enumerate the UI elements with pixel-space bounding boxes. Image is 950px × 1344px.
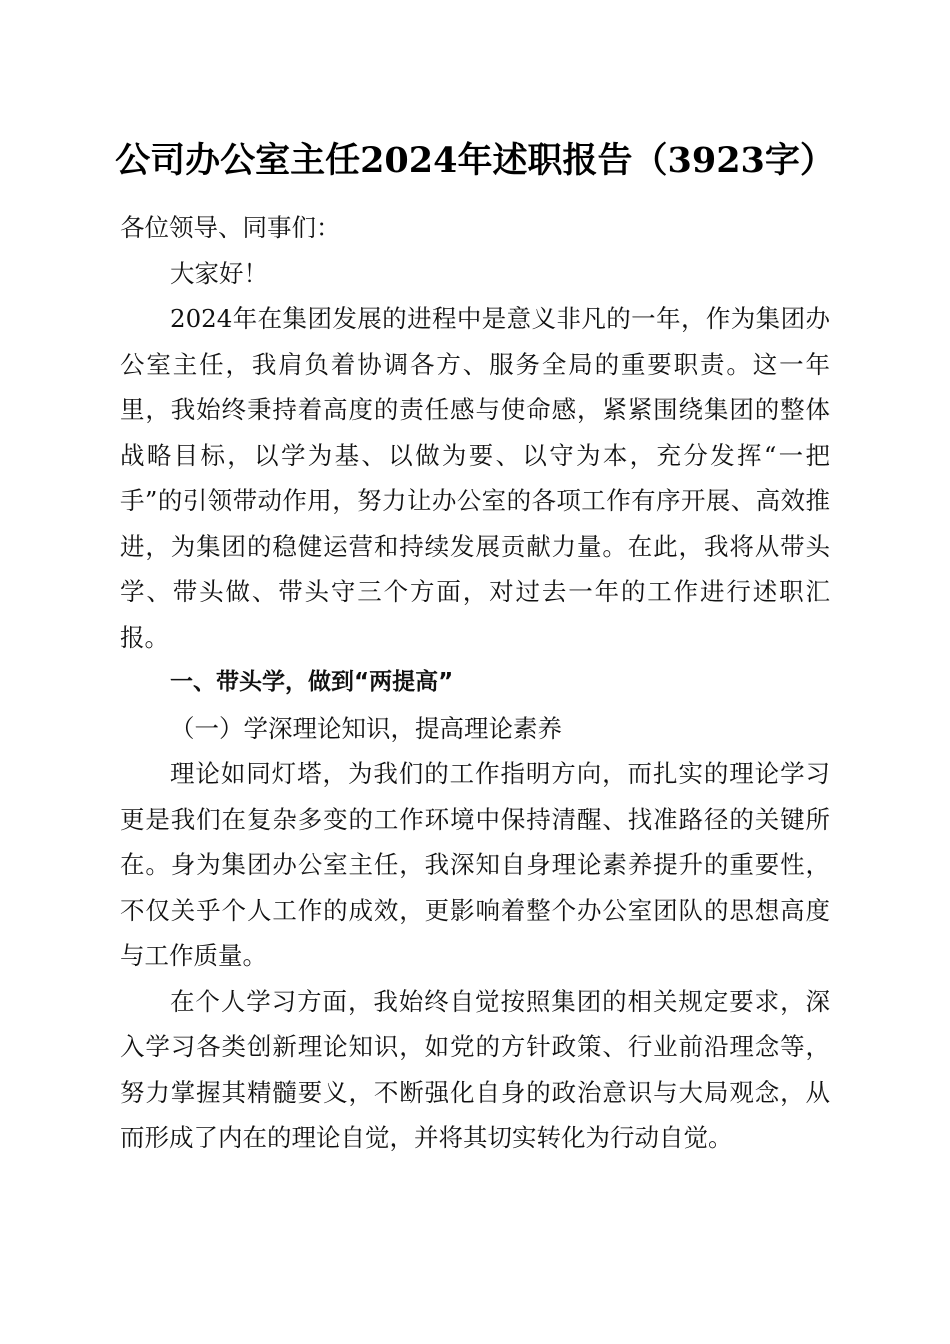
document-body [120,205,830,1161]
salutation: 各位领导、同事们： [120,213,341,242]
greeting: 大家好！ [170,258,268,288]
section-heading-1: 一、带头学，做到“两提高” [170,669,454,695]
paragraph-personal-study: 在个人学习方面，我始终自觉按照集团的相关规定要求，深入学习各类创新理论知识，如党的方针政策、行业前沿理念等，努力掌握其精髓要义，不断强化自身的政治意识与大局观念，从而形成了内在的理论自觉，并将其切实转化为行动自觉。 [120,986,830,1152]
paragraph-theory: 理论如同灯塔，为我们的工作指明方向，而扎实的理论学习更是我们在复杂多变的工作环境中保持清醒、找准路径的关键所在。身为集团办公室主任，我深知自身理论素养提升的重要性，不仅关乎个人工作的成效，更影响着整个办公室团队的思想高度与工作质量。 [120,759,830,970]
document-title: 公司办公室主任2024年述职报告（3923字） [115,140,835,181]
subsection-heading-1: （一）学深理论知识，提高理论素养 [170,713,562,743]
intro-paragraph: 2024年在集团发展的进程中是意义非凡的一年，作为集团办公室主任，我肩负着协调各方、服务全局的重要职责。这一年里，我始终秉持着高度的责任感与使命感，紧紧围绕集团的整体战略目标，以学为基、以做为要、以守为本，充分发挥“一把手”的引领带动作用，努力让办公室的各项工作有序开展、高效推进，为集团的稳健运营和持续发展贡献力量。在此，我将从带头学、带头做、带头守三个方面，对过去一年的工作进行述职汇报。 [120,304,830,652]
